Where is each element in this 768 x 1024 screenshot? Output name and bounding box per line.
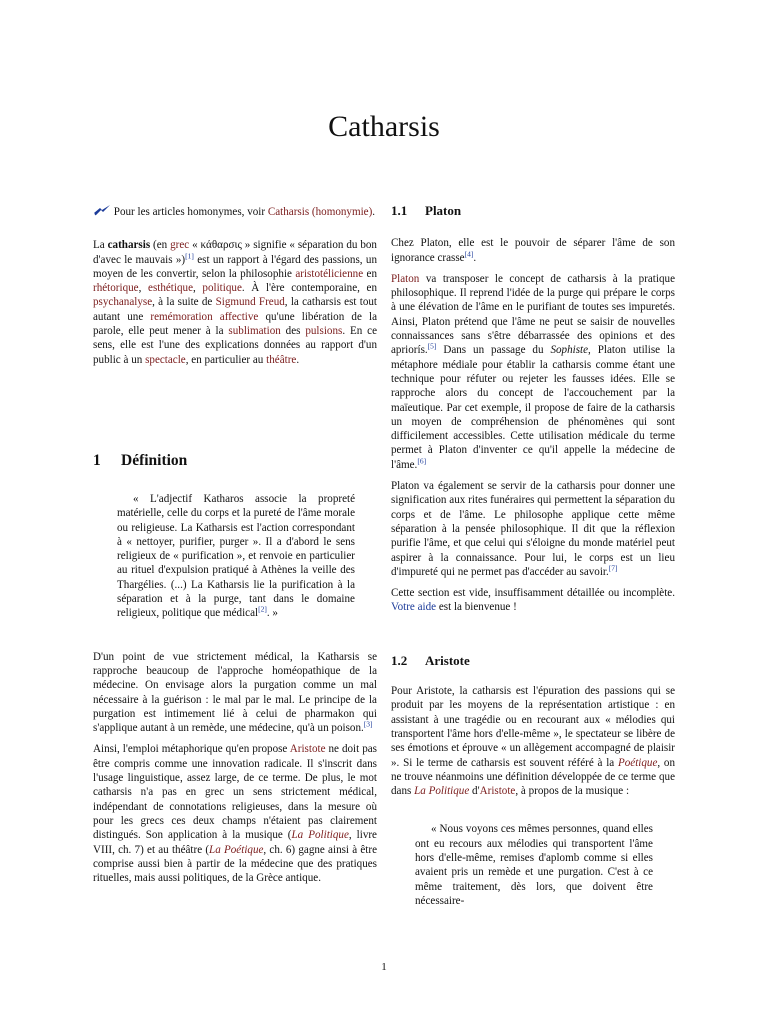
- link-rememoration[interactable]: remémoration affective: [150, 310, 259, 323]
- homonym-link[interactable]: Catharsis (homonymie): [267, 206, 373, 218]
- definition-paragraph-2: Ainsi, l'emploi métaphorique qu'en propose Aristote ne doit pas être compris comme une innovation radicale. Il s'inscrit dans l'usage linguistique, assez large, de ce terme. De plus, le mot catharsis n'a pas en grec un sens strictement médical, indépendant de connotations religieuses, dans la mesure où pour les grecs ces deux champs n'étaient pas clairement distingués. Son application à la musique (La Politique, livre VIII, ch. 7) et au théâtre (La Poétique, ch. 6) gagne ainsi à être comprise aussi bien à partir de la médecine que des pratiques rituelles, mais aussi politiques, de la Grèce antique.: [93, 743, 378, 885]
- link-politique[interactable]: politique: [202, 282, 242, 295]
- ref-6[interactable]: [6]: [417, 456, 427, 466]
- platon-paragraph-2: Platon va transposer le concept de catharsis à la pratique philosophique. Il reprend l'idée de la purge qui prépare le corps à une élévation de l'âme en le purifiant de toutes ses impuretés. Ainsi, Platon prétend que l'âme ne peut se saisir de nouvelles connaissances sans s'être débarrassée des opinions et des apriorís.[5] Dans un passage du Sophiste, Platon utilise la métaphore médiale pour établir la catharsis comme étant une technique pour réfuter ou rejeter les fausses idées. Elle se rapproche alors du concept de l'accouchement par la maïeutique. Par cet exemple, il propose de faire de la catharsis un moyen de compréhension de phénomènes qui sont difficilement accessibles. Cette utilisation médicale du terme permet à Platon d'inventer ce qu'il appelle la médecine de l'âme.[6]: [391, 272, 675, 471]
- link-aristote[interactable]: Aristote: [289, 743, 326, 756]
- definition-block: [93, 492, 377, 892]
- left-column: [93, 200, 377, 374]
- ref-3[interactable]: [3]: [363, 719, 373, 729]
- section-heading-aristote: 1.2 Aristote: [391, 652, 470, 668]
- intro-paragraph: La catharsis (en grec « κάθαρσις » signifie « séparation du bon d'avec le mauvais »)[1] est un rapport à l'égard des passions, un moyen de les convertir, selon la philosophie aristotélicienne en rhétorique, esthétique, politique. À l'ère contemporaine, en psychanalyse, à la suite de Sigmund Freud, la catharsis est tout autant une remémoration affective qu'une libération de la parole, elle peut mener à la sublimation des pulsions. En ce sens, elle est l'une des explications données au rapport d'un public à un spectacle, en particulier au théâtre.: [93, 239, 378, 366]
- link-votre-aide[interactable]: Votre aide: [391, 601, 437, 614]
- right-column: [391, 204, 675, 915]
- link-aristotelicienne[interactable]: aristotélicienne: [295, 267, 364, 280]
- link-aristote-2[interactable]: Aristote: [479, 785, 516, 798]
- link-la-poetique[interactable]: La Poétique: [209, 843, 264, 856]
- stub-notice: Cette section est vide, insuffisamment détaillée ou incomplète. Votre aide est la bienvenue !: [391, 587, 675, 614]
- link-spectacle[interactable]: spectacle: [145, 353, 186, 366]
- page-number: 1: [381, 961, 387, 973]
- ref-2[interactable]: [2]: [258, 604, 267, 614]
- link-la-politique[interactable]: La Politique: [291, 829, 349, 842]
- platon-paragraph-3: Platon va également se servir de la catharsis pour donner une signification aux rites funéraires qui permettent la séparation du corps et de l'âme. Le philosophe applique cette même séparation à la pensée philosophique. Il dit que la réflexion purifie l'âme, et que celui qui s'éloigne du monde matériel peut aspirer à la connaissance. Pour lui, le corps est un lieu d'impureté qui ne permet pas d'accéder au savoir.[7]: [391, 480, 675, 578]
- link-theatre[interactable]: théâtre: [266, 353, 297, 366]
- link-esthetique[interactable]: esthétique: [148, 282, 193, 295]
- aristote-paragraph-1: Pour Aristote, la catharsis est l'épuration des passions qui se produit par les moyens de la représentation artistique : en assistant à une tragédie ou en recourant aux « mélodies qui transportent l'âme hors d'elle-même », le spectateur se libère de ses émotions et éprouve « un allègement accompagné de plaisir ». Si le terme de catharsis est souvent référé à la Poétique, on ne trouve néanmoins une définition développée de ce terme que dans La Politique d'Aristote, à propos de la musique :: [391, 685, 676, 798]
- link-platon[interactable]: Platon: [391, 272, 420, 285]
- ref-1[interactable]: [1]: [185, 250, 194, 260]
- quote-aristote: « Nous voyons ces mêmes personnes, quand elles ont eu recours aux mélodies qui transportent l'âme hors d'elle-même, remises d'aplomb comme si elles avaient pris un remède et une purgation. C'est à ce même traitement, dès lors, que doivent être nécessaire-: [415, 823, 653, 907]
- link-poetique[interactable]: Poétique: [617, 756, 658, 769]
- ref-5[interactable]: [5]: [427, 341, 437, 351]
- ref-7[interactable]: [7]: [608, 563, 618, 573]
- link-freud[interactable]: Sigmund Freud: [215, 296, 285, 309]
- homonym-icon: [93, 204, 111, 216]
- definition-paragraph-1: D'un point de vue strictement médical, la Katharsis se rapproche beaucoup de l'approche homéopathique de la médecine. On envisage alors la purgation comme un mal nécessaire à la guérison : le mal par le mal. Le principe de la purgation est intimement lié à celui de pharmakon qui s'applique autant à un remède, une médecine, qu'à un poison.[3]: [93, 650, 377, 735]
- section-heading-definition: 1 Définition: [93, 452, 188, 469]
- page-title: Catharsis: [328, 110, 440, 143]
- link-la-politique-2[interactable]: La Politique: [414, 785, 470, 798]
- section-heading-platon: 1.1 Platon: [391, 203, 462, 218]
- link-grec[interactable]: grec: [170, 239, 190, 252]
- link-psychanalyse[interactable]: psychanalyse: [93, 296, 153, 309]
- link-pulsions[interactable]: pulsions: [305, 325, 343, 338]
- ref-4[interactable]: [4]: [464, 248, 474, 258]
- link-sublimation[interactable]: sublimation: [228, 325, 281, 338]
- quote-definition: « L'adjectif Katharos associe la propreté matérielle, celle du corps et la pureté de l'âme morale ou religieuse. La Katharsis est l'action correspondant à « nettoyer, purifier, purger ». Il a d'abord le sens religieux de « purification », et renvoie en particulier au rituel d'expulsion pratiqué à Athènes la veille des Thargélies. (...) La Katharsis lie la purification à la séparation et à la purge, tant dans le domaine religieux, politique que médical[2]. »: [117, 493, 355, 620]
- platon-paragraph-1: Chez Platon, elle est le pouvoir de séparer l'âme de son ignorance crasse[4].: [391, 237, 675, 264]
- link-rhetorique[interactable]: rhétorique: [93, 282, 139, 295]
- homonym-note: Pour les articles homonymes, voir Catharsis (homonymie).: [93, 204, 377, 219]
